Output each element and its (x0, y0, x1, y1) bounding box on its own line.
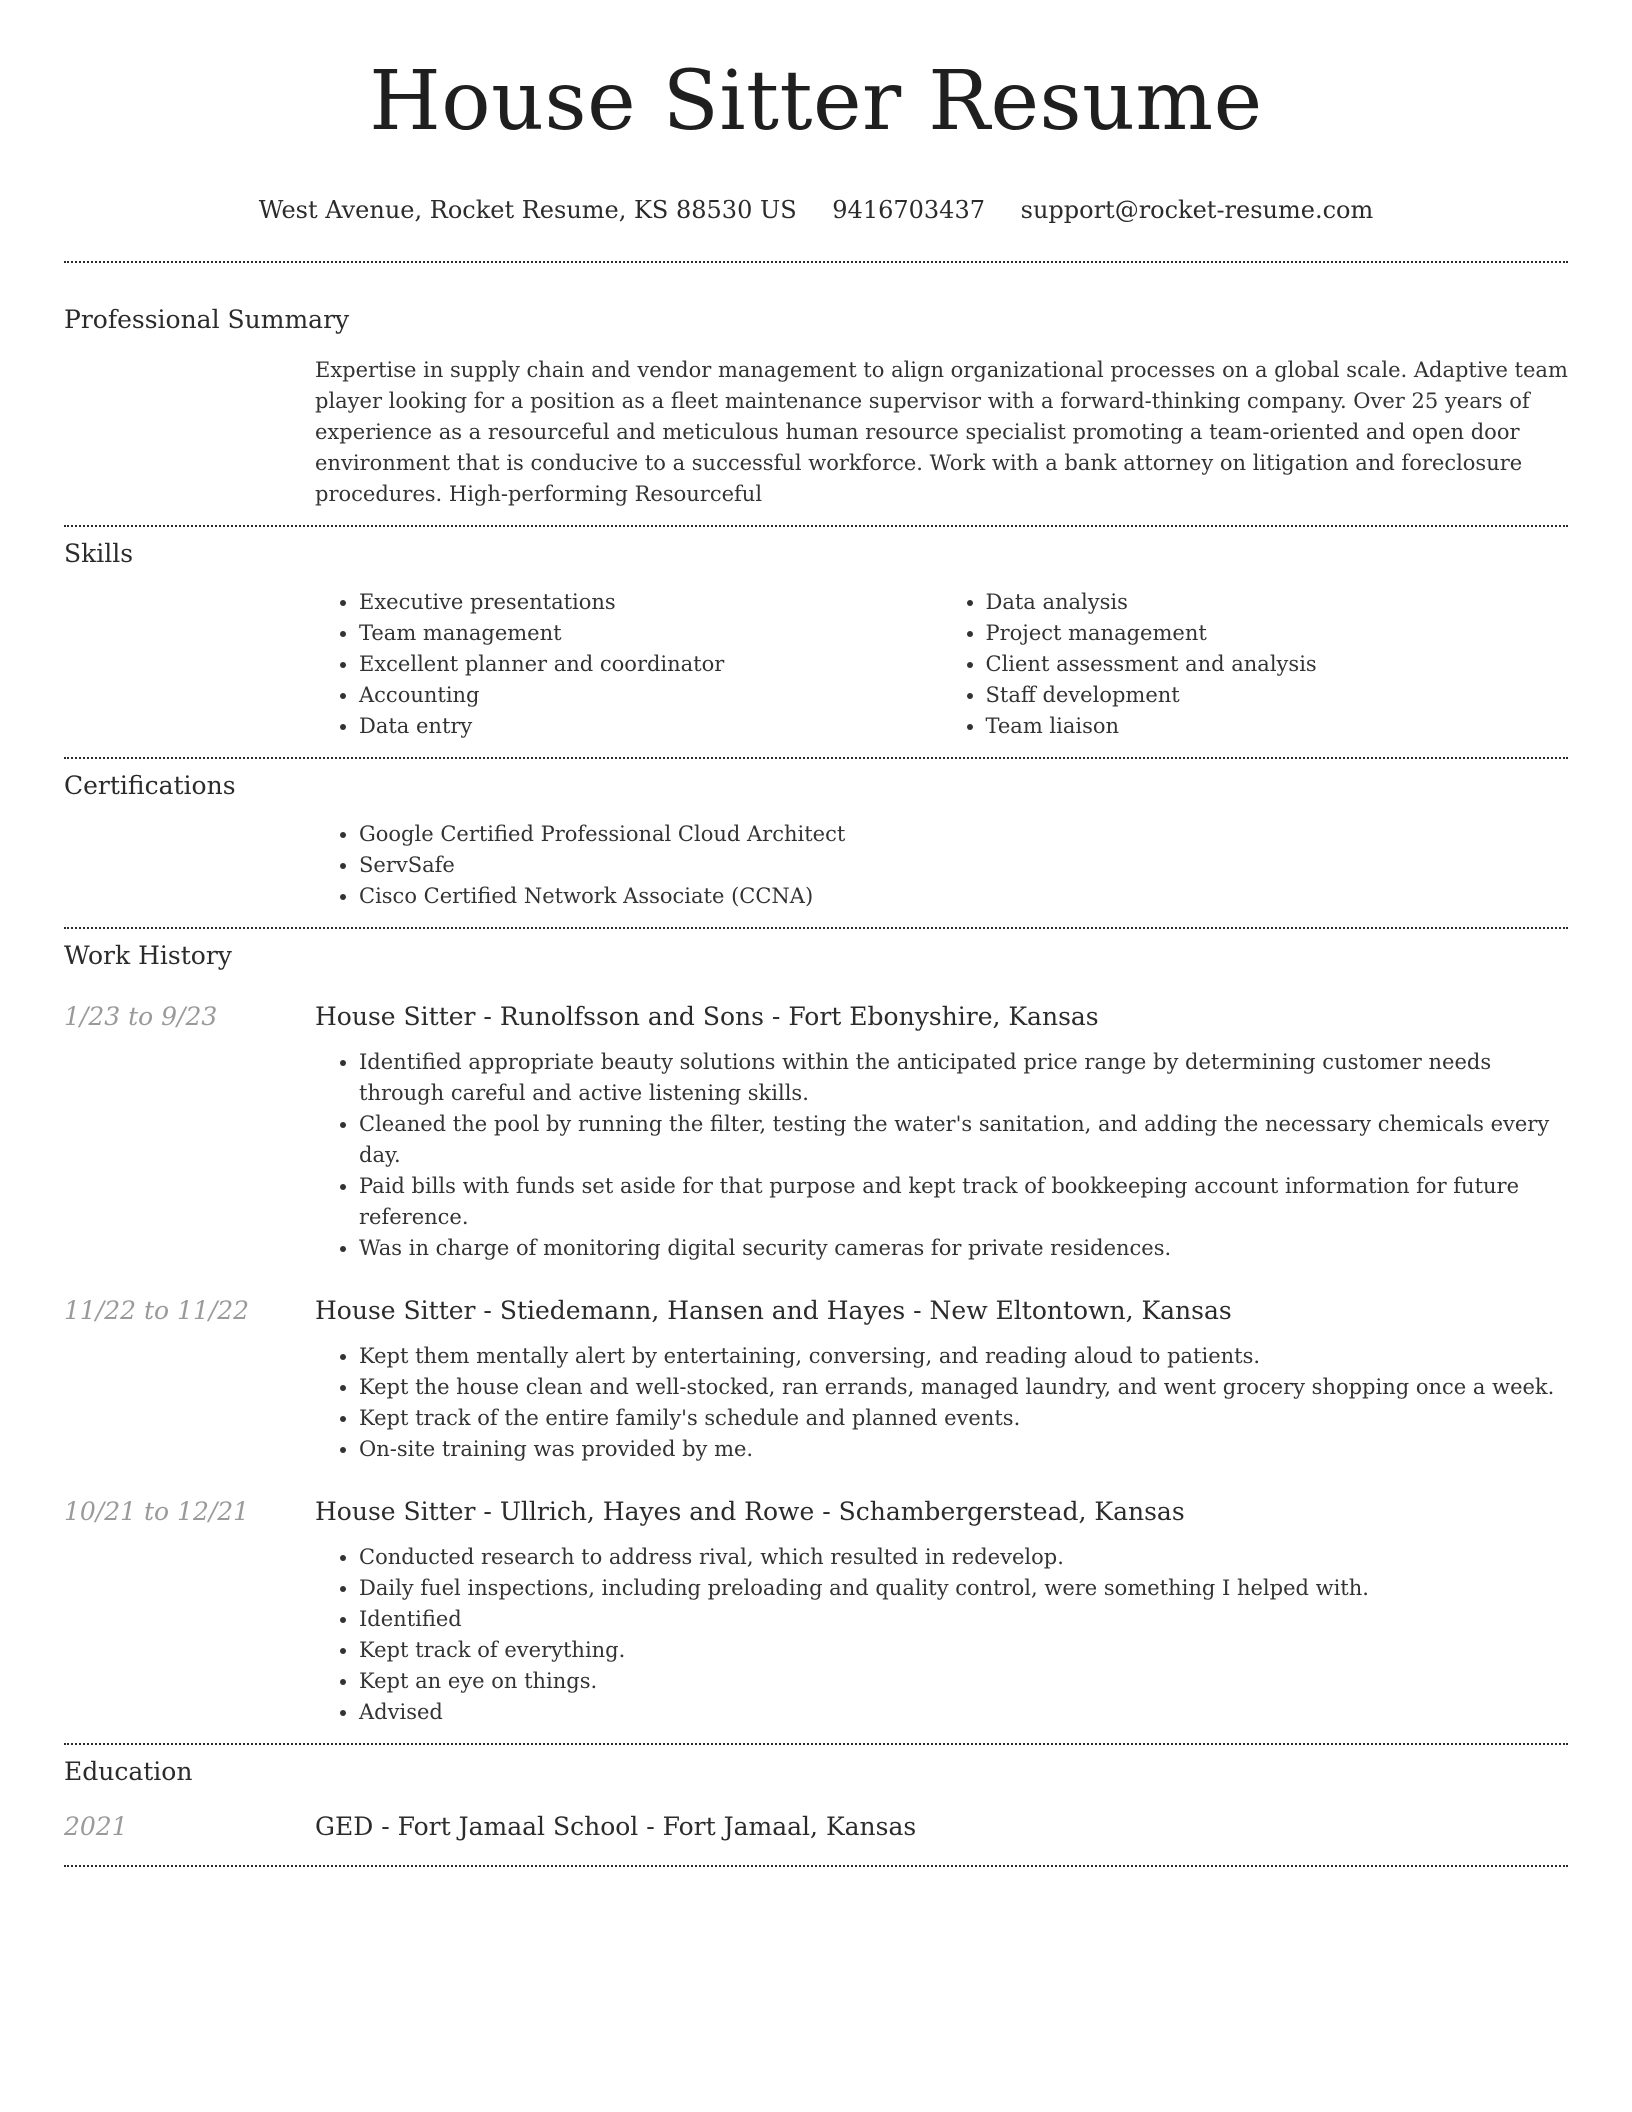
job-duties (315, 1047, 1568, 1264)
divider (64, 927, 1568, 929)
list-item: • Was in charge of monitoring digital security cameras for private residences. (359, 1233, 1568, 1264)
summary-text: Expertise in supply chain and vendor management to align organizational processes on a global scale. Adaptive team player looking for a position as a fleet maintenance supervisor with a forward-thinking company. Over 25 years of experience as a resourceful and meticulous human resource specialist promoting a team-oriented and open door environment that is conducive to a successful workforce. Work with a bank attorney on litigation and foreclosure procedures. High-performing Resourceful (315, 358, 1568, 506)
list-item: • Accounting (359, 680, 942, 711)
job-duty-list (315, 1047, 1568, 1264)
list-item: • Daily fuel inspections, including preloading and quality control, were something I helped with. (359, 1573, 1568, 1604)
job-title: House Sitter - Ullrich, Hayes and Rowe - Schambergerstead, Kansas (315, 1497, 1185, 1526)
section-title-education: Education (64, 1757, 193, 1786)
job-header (64, 1002, 1568, 1031)
contact-line (64, 196, 1568, 224)
list-item: • Google Certified Professional Cloud Architect (359, 819, 1568, 850)
divider (64, 525, 1568, 527)
job-title: House Sitter - Stiedemann, Hansen and Hayes - New Eltontown, Kansas (315, 1296, 1232, 1325)
list-item: • Staff development (986, 680, 1569, 711)
list-item: • ServSafe (359, 850, 1568, 881)
list-item: • Advised (359, 1697, 1568, 1728)
section-title-work-history: Work History (64, 941, 232, 970)
list-item: • Excellent planner and coordinator (359, 649, 942, 680)
list-item: • Project management (986, 618, 1569, 649)
resume-title: House Sitter Resume (369, 54, 1263, 149)
list-item: • Cisco Certified Network Associate (CCNA) (359, 881, 1568, 912)
section-title-certifications: Certifications (64, 771, 236, 800)
certifications-block (315, 819, 1568, 912)
list-item: • Team management (359, 618, 942, 649)
list-item: • Data entry (359, 711, 942, 742)
divider (64, 1865, 1568, 1867)
list-item: • On-site training was provided by me. (359, 1434, 1568, 1465)
list-item: • Kept track of the entire family's schedule and planned events. (359, 1403, 1568, 1434)
contact-email: support@rocket-resume.com (1020, 196, 1374, 224)
contact-phone: 9416703437 (832, 196, 985, 224)
list-item: • Cleaned the pool by running the filter, testing the water's sanitation, and adding the necessary chemicals every day. (359, 1109, 1568, 1171)
education-date: 2021 (64, 1812, 128, 1841)
skills-list-left (315, 587, 942, 742)
job-duties (315, 1542, 1568, 1728)
job-header (64, 1296, 1568, 1325)
list-item: • Conducted research to address rival, which resulted in redevelop. (359, 1542, 1568, 1573)
list-item: • Team liaison (986, 711, 1569, 742)
list-item: • Identified (359, 1604, 1568, 1635)
divider (64, 261, 1568, 263)
section-title-skills: Skills (64, 539, 134, 568)
list-item: • Kept an eye on things. (359, 1666, 1568, 1697)
skills-list-right (942, 587, 1569, 742)
job-duty-list (315, 1542, 1568, 1728)
job-entry (64, 1002, 1568, 1264)
list-item: • Executive presentations (359, 587, 942, 618)
job-header (64, 1497, 1568, 1526)
list-item: • Kept track of everything. (359, 1635, 1568, 1666)
job-title: House Sitter - Runolfsson and Sons - Fort Ebonyshire, Kansas (315, 1002, 1099, 1031)
list-item: • Kept the house clean and well-stocked, ran errands, managed laundry, and went grocery shopping once a week. (359, 1372, 1568, 1403)
job-duties (315, 1341, 1568, 1465)
list-item: • Data analysis (986, 587, 1569, 618)
divider (64, 1743, 1568, 1745)
job-entry (64, 1296, 1568, 1465)
job-duty-list (315, 1341, 1568, 1465)
divider (64, 757, 1568, 759)
education-title: GED - Fort Jamaal School - Fort Jamaal, Kansas (315, 1812, 917, 1841)
skills-grid (315, 587, 1568, 742)
list-item: • Kept them mentally alert by entertaining, conversing, and reading aloud to patients. (359, 1341, 1568, 1372)
education-entry (64, 1812, 1568, 1841)
contact-address: West Avenue, Rocket Resume, KS 88530 US (258, 196, 797, 224)
list-item: • Client assessment and analysis (986, 649, 1569, 680)
list-item: • Identified appropriate beauty solutions within the anticipated price range by determining customer needs through careful and active listening skills. (359, 1047, 1568, 1109)
certifications-list (315, 819, 1568, 912)
section-title-summary: Professional Summary (64, 305, 350, 334)
list-item: • Paid bills with funds set aside for that purpose and kept track of bookkeeping account information for future reference. (359, 1171, 1568, 1233)
job-date: 1/23 to 9/23 (64, 1002, 218, 1031)
job-entry (64, 1497, 1568, 1728)
job-date: 10/21 to 12/21 (64, 1497, 250, 1526)
job-date: 11/22 to 11/22 (64, 1296, 250, 1325)
